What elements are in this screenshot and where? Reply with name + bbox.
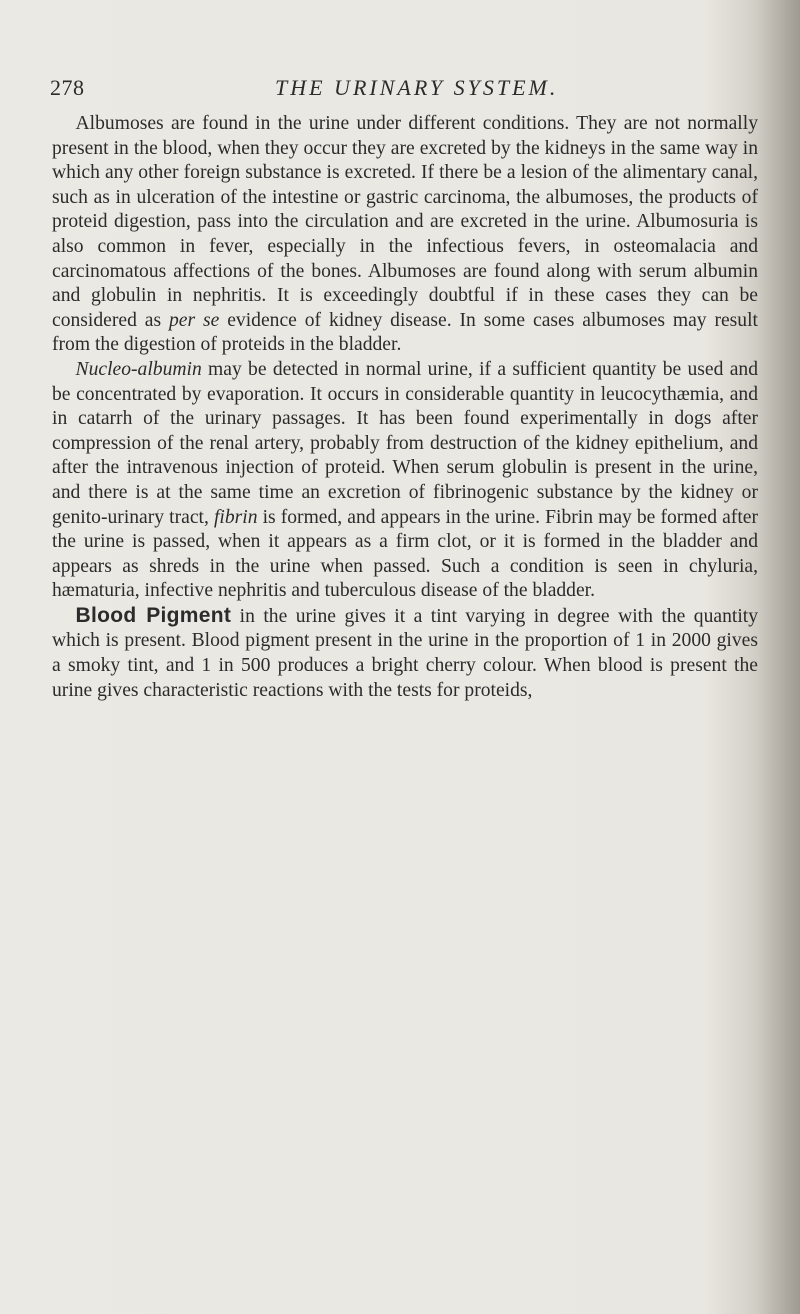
paragraph-nucleo-albumin [52,358,758,604]
term-nucleo-albumin: Nucleo-albumin [75,358,202,380]
running-title: THE URINARY SYSTEM. [275,75,559,100]
nucleo-text-start: may be detected in normal urine, if a sufficient quantity be used and be concentrated by evaporation. It occurs in considerable quantity in leucocythæmia, and in catarrh of the urinary passages. It has been found experimentally in dogs after compression of the renal artery, probably from destruction of the kidney epithelium, and after the intravenous injection of proteid. When serum globulin is present in the urine, and there is at the same time an excretion of fibrinogenic substance by the kidney or genito-urinary tract, [52,358,758,528]
italic-fibrin: fibrin [213,506,258,528]
albumoses-text-start: Albumoses are found in the urine under different conditions. They are not normally present in the blood, when they occur they are excreted by the kidneys in the same way in which any other foreign substance is excreted. If there be a lesion of the alimentary canal, such as in ulceration of the intestine or gastric carcinoma, the albumoses, the products of proteid digestion, pass into the circulation and are excreted in the urine. Albumosuria is also common in fever, especially in the infectious fevers, in osteomalacia and carcinomatous affections of the bones. Albumoses are found along with serum albumin and globulin in nephritis. It is exceedingly doubtful if in these cases they can be considered as [52,113,758,331]
running-head [50,75,770,115]
paragraph-albumoses [52,112,758,358]
italic-per-se: per se [168,309,220,331]
nucleo-text-end: is formed, and appears in the urine. Fibrin may be formed after the urine is passed, when it appears as a firm clot, or it is formed in the bladder and appears as shreds in the urine when passed. Such a condition is seen in chyluria, hæmaturia, infective nephritis and tuberculous disease of the bladder. [52,506,758,602]
heading-blood-pigment: Blood Pigment [75,603,232,627]
body-text [52,112,758,703]
paragraph-blood-pigment [52,604,758,703]
page-number: 278 [50,75,85,100]
albumoses-text-end: evidence of kidney disease. In some cases albumoses may result from the digestion of proteids in the bladder. [52,309,758,356]
page-edge-shadow [758,0,800,1314]
blood-pigment-text: in the urine gives it a tint varying in degree with the quantity which is present. Blood pigment present in the urine in the proportion of 1 in 2000 gives a smoky tint, and 1 in 500 produces a bright cherry colour. When blood is present the urine gives characteristic reactions with the tests for proteids, [52,605,759,701]
